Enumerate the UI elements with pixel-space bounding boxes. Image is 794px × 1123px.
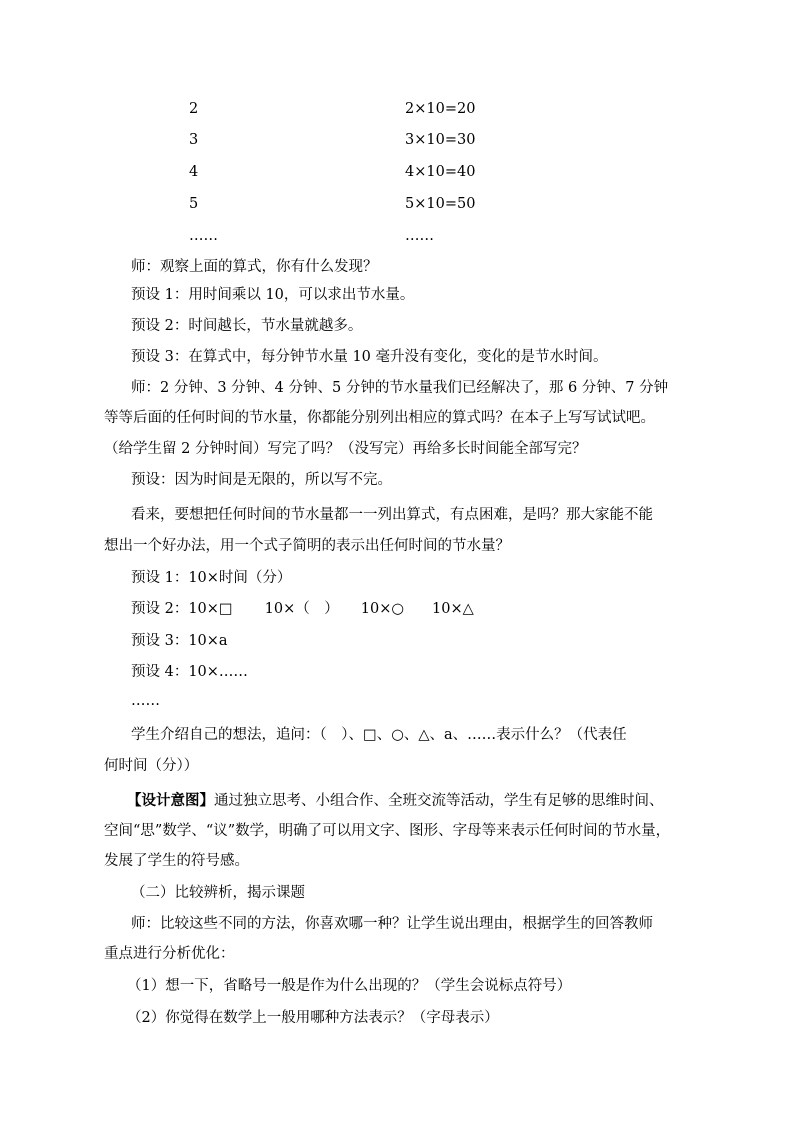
preset-2-option: 10×△ xyxy=(432,601,474,617)
preset-2-row xyxy=(131,598,474,620)
paragraph-line: 师：观察上面的算式，你有什么发现？ xyxy=(131,259,378,275)
paragraph-line: 预设 1：用时间乘以 10，可以求出节水量。 xyxy=(131,287,415,303)
paragraph-line: 预设 2：时间越长，节水量就越多。 xyxy=(131,318,363,334)
formula-cell: 5×10=50 xyxy=(405,196,476,212)
preset-2-option: 10×（ ） xyxy=(264,601,339,617)
table-row xyxy=(0,132,794,154)
question-line: （2）你觉得在数学上一般用哪种方法表示？（字母表示） xyxy=(127,1010,499,1026)
table-row xyxy=(0,228,794,250)
paragraph-line: 学生介绍自己的想法，追问：（ ）、□、○、△、a、……表示什么？（代表任 xyxy=(131,727,627,743)
paragraph-line: …… xyxy=(131,693,160,709)
paragraph-line: 师：比较这些不同的方法，你喜欢哪一种？让学生说出理由，根据学生的回答教师 xyxy=(131,916,653,932)
time-cell: 4 xyxy=(189,164,199,180)
paragraph-line: 重点进行分析优化： xyxy=(104,946,235,962)
time-cell: 2 xyxy=(189,101,199,117)
paragraph-line: 预设：因为时间是无限的，所以写不完。 xyxy=(131,472,392,488)
preset-2-label: 预设 2：10×□ xyxy=(131,601,233,617)
paragraph-line: 空间“思”数学、“议”数学，明确了可以用文字、图形、字母等来表示任何时间的节水量， xyxy=(104,823,671,839)
paragraph-line: 何时间（分）） xyxy=(104,758,199,774)
paragraph-line: 师：2 分钟、3 分钟、4 分钟、5 分钟的节水量我们已经解决了，那 6 分钟、7 分钟 xyxy=(131,380,669,396)
design-intent-line xyxy=(0,790,794,812)
table-row xyxy=(0,196,794,218)
paragraph-line: 预设 3：在算式中，每分钟节水量 10 毫升没有变化，变化的是节水时间。 xyxy=(131,349,608,365)
paragraph-line: 看来，要想把任何时间的节水量都一一列出算式，有点困难，是吗？那大家能不能 xyxy=(131,507,653,523)
formula-cell: 2×10=20 xyxy=(405,101,476,117)
paragraph-line: 预设 3：10×a xyxy=(131,633,228,649)
section-heading: （二）比较辨析，揭示课题 xyxy=(131,885,305,901)
question-line: （1）想一下，省略号一般是作为什么出现的？（学生会说标点符号） xyxy=(127,978,572,994)
time-cell: 3 xyxy=(189,132,199,148)
formula-cell: 4×10=40 xyxy=(405,164,476,180)
formula-cell: 3×10=30 xyxy=(405,132,476,148)
paragraph-line: 发展了学生的符号感。 xyxy=(104,853,249,869)
paragraph-line: （给学生留 2 分钟时间）写完了吗？（没写完）再给多长时间能全部写完？ xyxy=(104,441,587,457)
ellipsis-cell: …… xyxy=(405,228,434,244)
time-cell: 5 xyxy=(189,196,199,212)
design-intent-label: 【设计意图】 xyxy=(127,792,214,809)
paragraph-line: 想出一个好办法，用一个式子简明的表示出任何时间的节水量？ xyxy=(104,538,510,554)
paragraph-line: 预设 4：10×…… xyxy=(131,664,248,680)
design-intent-text: 通过独立思考、小组合作、全班交流等活动，学生有足够的思维时间、 xyxy=(214,793,664,809)
preset-2-option: 10×○ xyxy=(360,601,405,617)
table-row xyxy=(0,164,794,186)
paragraph-line: 预设 1：10×时间（分） xyxy=(131,570,292,586)
ellipsis-cell: …… xyxy=(189,228,218,244)
table-row xyxy=(0,101,794,123)
paragraph-line: 等等后面的任何时间的节水量，你都能分别列出相应的算式吗？在本子上写写试试吧。 xyxy=(104,410,655,426)
